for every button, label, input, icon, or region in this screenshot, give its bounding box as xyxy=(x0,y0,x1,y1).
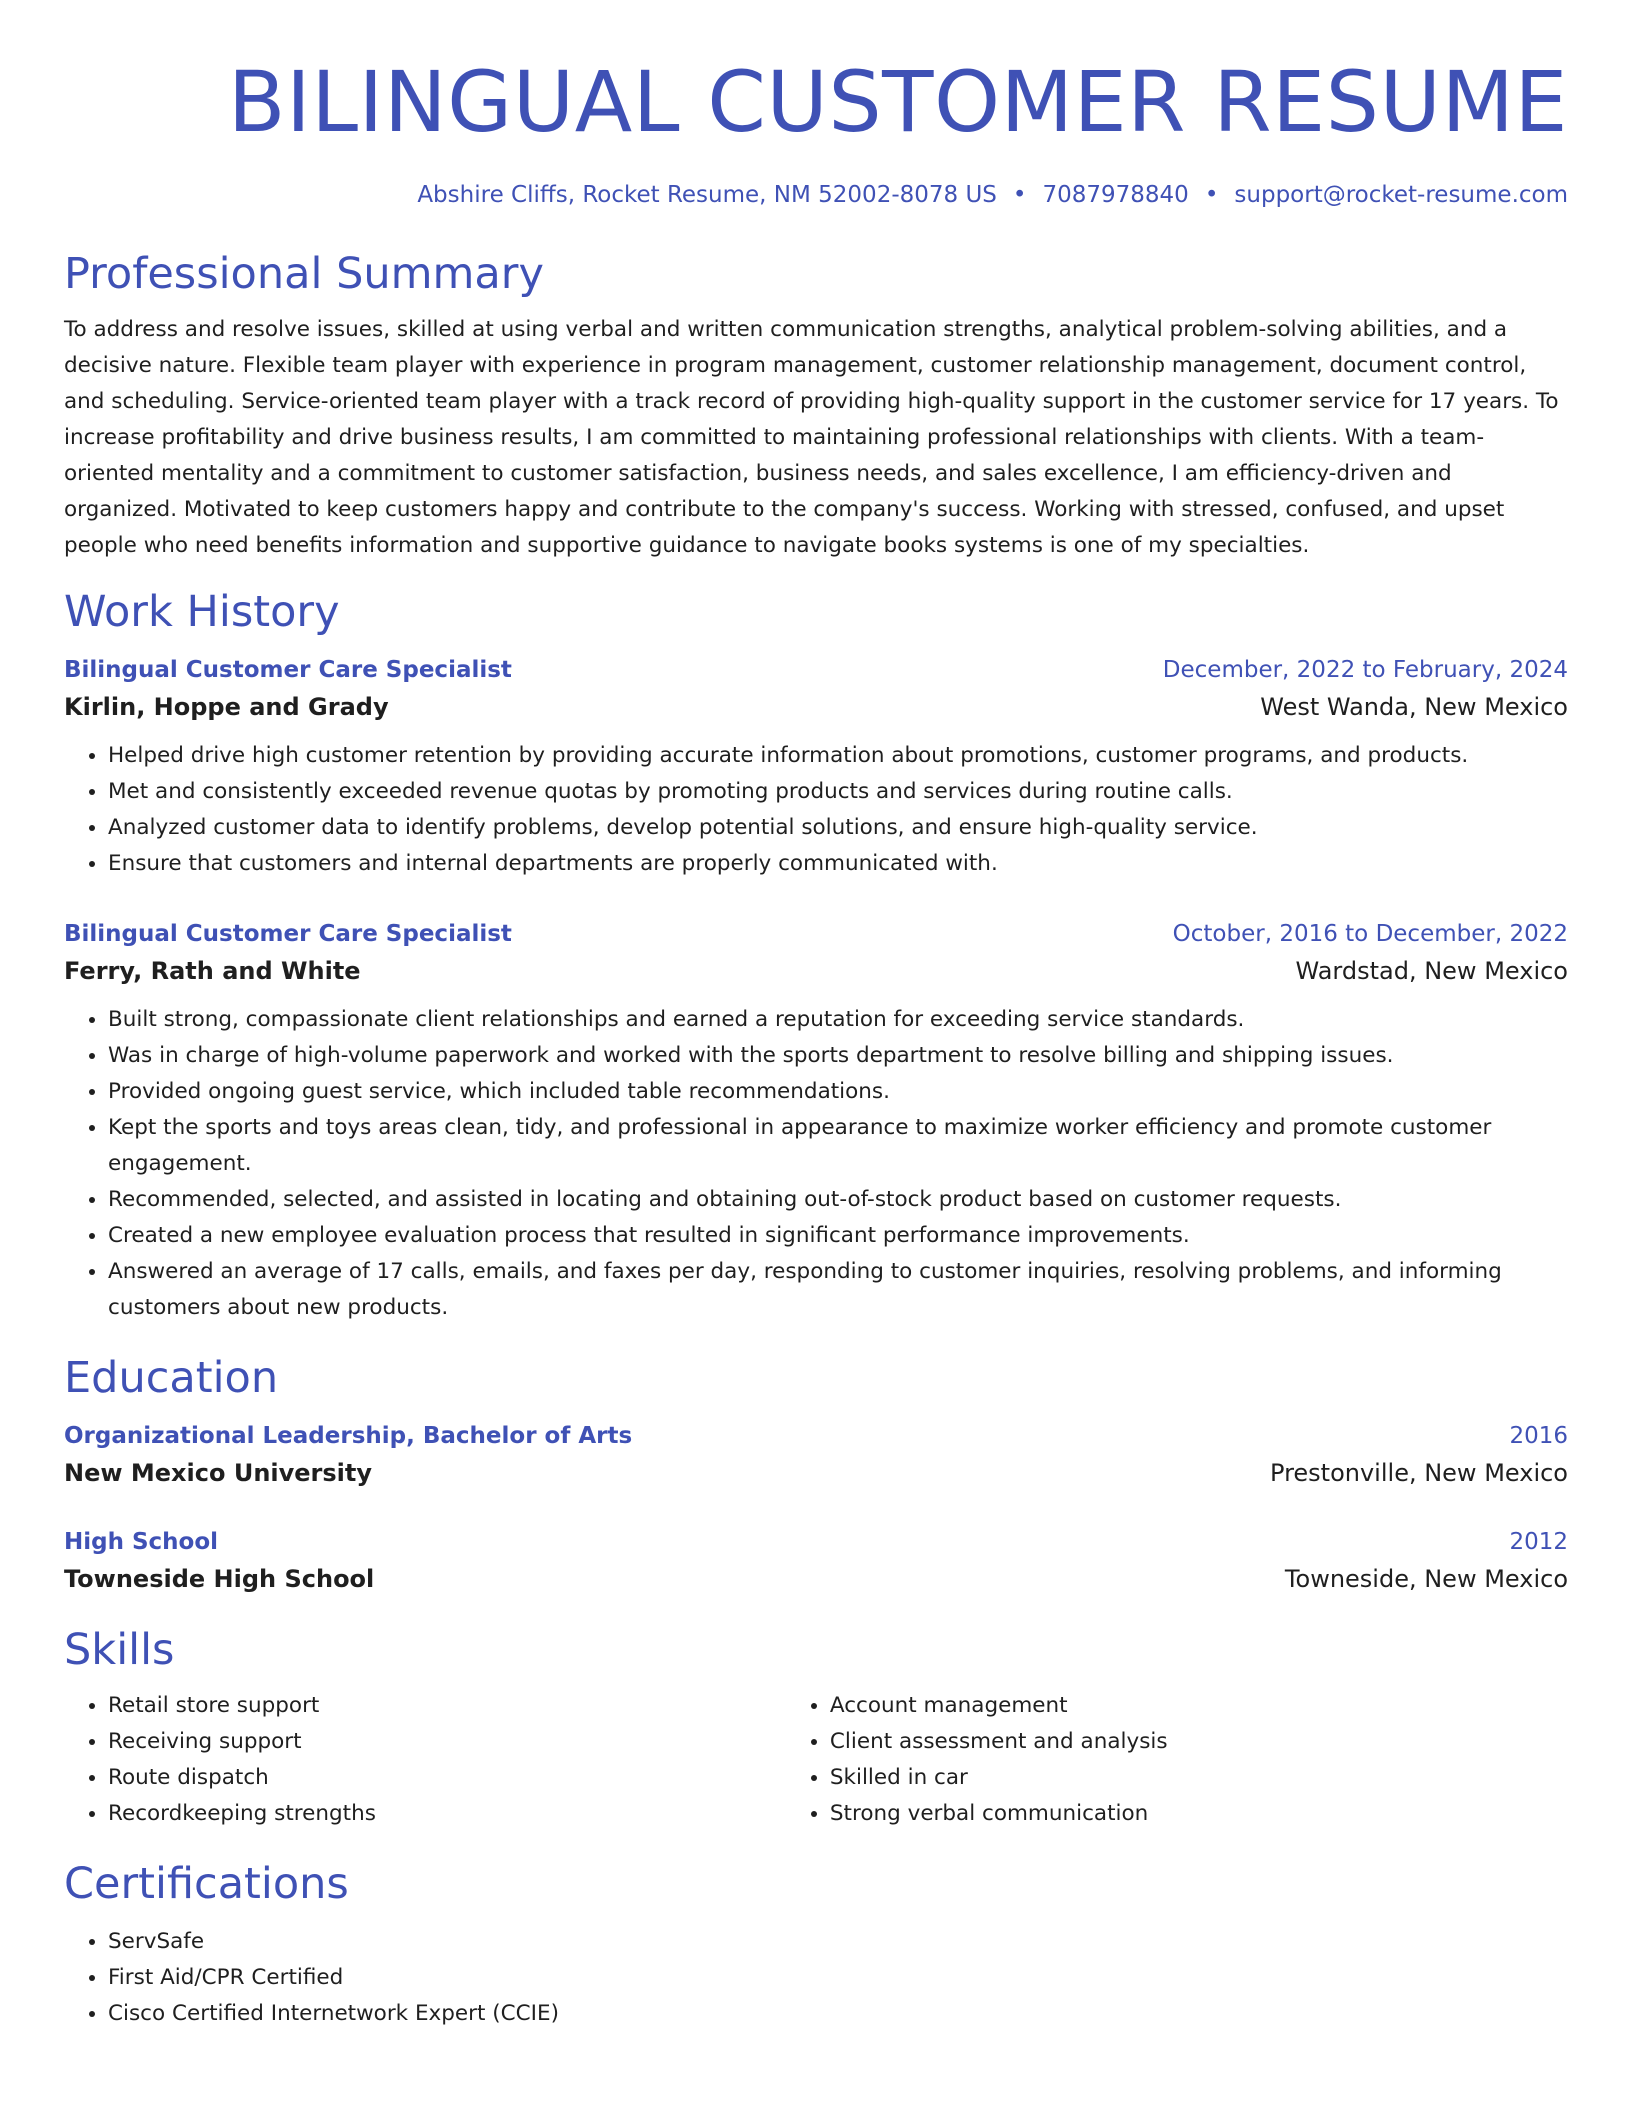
certification-item: • Cisco Certified Internetwork Expert (CCIE) xyxy=(108,1996,1568,2032)
contact-email[interactable]: support@rocket-resume.com xyxy=(1234,182,1568,208)
section-title-education: Education xyxy=(64,1353,279,1403)
contact-line xyxy=(64,180,1568,210)
education-school: Towneside High School xyxy=(64,1565,375,1593)
education-year: 2016 xyxy=(1509,1423,1568,1449)
job-company: Ferry, Rath and White xyxy=(64,957,361,985)
certifications-list xyxy=(64,1924,1568,2032)
list-item: • Recommended, selected, and assisted in locating and obtaining out-of-stock product based on customer requests. xyxy=(108,1182,1568,1218)
section-title-work-history: Work History xyxy=(64,587,340,637)
job-location: Wardstad, New Mexico xyxy=(1295,957,1568,985)
job-dates: October, 2016 to December, 2022 xyxy=(1172,921,1568,947)
list-item: • Ensure that customers and internal departments are properly communicated with. xyxy=(108,846,1568,882)
education-school: New Mexico University xyxy=(64,1459,373,1487)
section-title-summary: Professional Summary xyxy=(64,249,544,299)
skill-item: • Client assessment and analysis xyxy=(830,1724,1568,1760)
education-entry xyxy=(64,1524,1568,1598)
skills-column xyxy=(786,1688,1568,1832)
list-item: • Analyzed customer data to identify problems, develop potential solutions, and ensure high-quality service. xyxy=(108,810,1568,846)
list-item: • Was in charge of high-volume paperwork and worked with the sports department to resolve billing and shipping issues. xyxy=(108,1038,1568,1074)
skill-item: • Skilled in car xyxy=(830,1760,1568,1796)
list-item: • Provided ongoing guest service, which included table recommendations. xyxy=(108,1074,1568,1110)
skills-grid xyxy=(64,1688,1568,1832)
job-role: Bilingual Customer Care Specialist xyxy=(64,657,512,683)
resume-page xyxy=(64,0,1568,2032)
section-title-certifications: Certifications xyxy=(64,1859,349,1909)
skill-item: • Recordkeeping strengths xyxy=(108,1796,786,1832)
list-item: • Answered an average of 17 calls, emails, and faxes per day, responding to customer inquiries, resolving problems, and informing customers about new products. xyxy=(108,1254,1568,1326)
contact-address: Abshire Cliffs, Rocket Resume, NM 52002-8078 US xyxy=(417,182,997,208)
education-entry xyxy=(64,1418,1568,1492)
job-company: Kirlin, Hoppe and Grady xyxy=(64,693,389,721)
list-item: • Helped drive high customer retention by providing accurate information about promotions, customer programs, and products. xyxy=(108,738,1568,774)
education-degree: Organizational Leadership, Bachelor of Arts xyxy=(64,1423,633,1449)
skill-item: • Strong verbal communication xyxy=(830,1796,1568,1832)
skill-item: • Retail store support xyxy=(108,1688,786,1724)
education-year: 2012 xyxy=(1509,1529,1568,1555)
contact-separator: • xyxy=(1204,182,1219,208)
skill-item: • Account management xyxy=(830,1688,1568,1724)
job-location: West Wanda, New Mexico xyxy=(1260,693,1568,721)
summary-text: To address and resolve issues, skilled at using verbal and written communication strengths, analytical problem-solving abilities, and a decisive nature. Flexible team player with experience in program management, customer relationship management, document control, and scheduling. Service-oriented team player with a track record of providing high-quality support in the customer service for 17 years. To increase profitability and drive business results, I am committed to maintaining professional relationships with clients. With a team-oriented mentality and a commitment to customer satisfaction, business needs, and sales excellence, I am efficiency-driven and organized. Motivated to keep customers happy and contribute to the company's success. Working with stressed, confused, and upset people who need benefits information and supportive guidance to navigate books systems is one of my specialties. xyxy=(64,317,1559,558)
job-dates: December, 2022 to February, 2024 xyxy=(1162,657,1568,683)
education-location: Prestonville, New Mexico xyxy=(1270,1459,1568,1487)
job-entry xyxy=(64,916,1568,1326)
education-degree: High School xyxy=(64,1529,219,1555)
certification-item: • ServSafe xyxy=(108,1924,1568,1960)
job-entry xyxy=(64,652,1568,882)
list-item: • Met and consistently exceeded revenue quotas by promoting products and services during routine calls. xyxy=(108,774,1568,810)
skills-column xyxy=(64,1688,786,1832)
job-bullets xyxy=(64,738,1568,882)
education-location: Towneside, New Mexico xyxy=(1284,1565,1568,1593)
list-item: • Built strong, compassionate client relationships and earned a reputation for exceeding service standards. xyxy=(108,1002,1568,1038)
skill-item: • Receiving support xyxy=(108,1724,786,1760)
section-title-skills: Skills xyxy=(64,1625,175,1675)
contact-phone: 7087978840 xyxy=(1042,182,1189,208)
list-item: • Created a new employee evaluation process that resulted in significant performance improvements. xyxy=(108,1218,1568,1254)
resume-title: BILINGUAL CUSTOMER RESUME xyxy=(227,53,1568,151)
certification-item: • First Aid/CPR Certified xyxy=(108,1960,1568,1996)
contact-separator: • xyxy=(1012,182,1027,208)
job-role: Bilingual Customer Care Specialist xyxy=(64,921,512,947)
skill-item: • Route dispatch xyxy=(108,1760,786,1796)
job-bullets xyxy=(64,1002,1568,1326)
list-item: • Kept the sports and toys areas clean, tidy, and professional in appearance to maximize worker efficiency and promote customer engagement. xyxy=(108,1110,1568,1182)
